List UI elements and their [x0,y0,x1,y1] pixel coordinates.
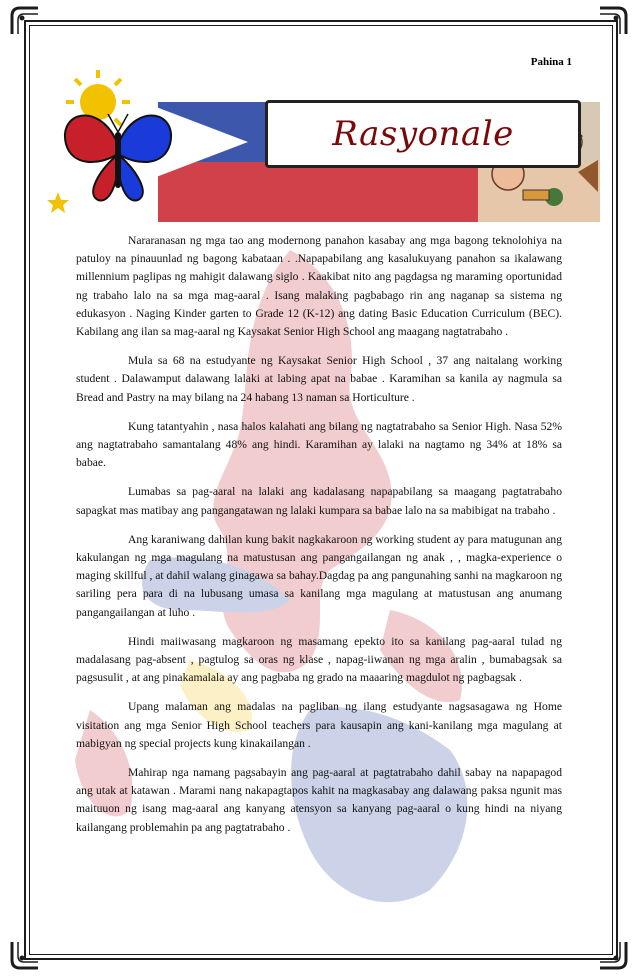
paragraph [76,418,562,473]
paragraph-text: Mahirap nga namang pagsabayin ang pag-aaral at pagtatrabaho dahil sabay na napapagod ang utak at katawan . Marami nang nakapagtapos kahit na magkasabay ang dalawang paksa ngunit mas maituuon ng isang mag-aaral ang kanyang atensyon sa kanyang pag-aaral o kung hindi na niyang kailangang problemahin pa ang pagtatrabaho . [76,766,562,834]
paragraph-text: Hindi maiiwasang magkaroon ng masamang epekto ito sa kanilang pag-aaral tulad ng madalasang pag-absent , pagtulog sa oras ng klase , napag-iiwanan ng mga aralin , bumabagsak sa pagsusulit , at ang pinakamalala ay ang pagbaba ng grado na maaaring magdulot ng pagbagsak . [76,634,562,685]
paragraph [76,764,562,837]
corner-ornament-icon [10,6,40,36]
title-box [265,100,581,168]
paragraph-text: Upang malaman ang madalas na pagliban ng ilang estudyante nagsasagawa ng Home visitation ang mga Senior High School teachers para kausapin ang kani-kanilang mga magulang at mabigyan ng special projects kung kinakailangan . [76,700,562,750]
paragraph [76,483,562,519]
body-text [76,232,562,848]
paragraph-text: Lumabas sa pag-aaral na lalaki ang kadalasang napapabilang sa maagang pagtatrabaho sapagkat mas matibay ang pangangatawan ng lalaki kumpara sa babae lalo na sa mabibigat na trabaho . [76,485,562,517]
paragraph [76,232,562,341]
corner-ornament-icon [598,940,628,970]
paragraph-text: Mula sa 68 na estudyante ng Kaysakat Senior High School , 37 ang naitalang working student . Dalawamput dalawang lalaki at labing apat na babae . Karamihan sa kanila ay nagmula sa Bread and Pastry na may bilang na 24 habang 13 naman sa Horticulture . [76,354,562,404]
paragraph-text: Kung tatantyahin , nasa halos kalahati ang bilang ng nagtatrabaho sa Senior High. Nasa 52% ang nagtatrabaho samantalang 48% ang hindi. Karamihan ay lalaki na nagtamo ng 34% at 18% sa babae. [76,419,562,470]
page-number: Pahina 1 [530,56,572,68]
paragraph-text: Ang karaniwang dahilan kung bakit nagkakaroon ng working student ay para matugunan ang kakulangan ng mga magulang na matustusan ang pangangailangan ng anak , , magka-experience o maging skillful , at dahil walang ginagawa sa bahay.Dagdag pa ang pangunahing sanhi na magkaroon ng sariling pera para di na lubusang umasa sa kanilang mga magulang at matustusan ang anumang pangangailangan at luho . [76,532,562,619]
paragraph-text: Nararanasan ng mga tao ang modernong panahon kasabay ang mga bagong teknolohiya na patuloy na pinauunlad ng bagong kabataan . .Napapabilang ang kasalukuyang panahon sa ikalawang millennium paglipas ng mahigit dalawang siglo . Kaakibat nito ang pagdagsa ng maraming oportunidad ng trabaho lalo na sa mga mag-aaral . Isang malaking pagbabago rin ang naganap sa sistema ng edukasyon . Naging Kinder garten to Grade 12 (K-12) ang dating Basic Education Curriculum (BEC). Kabilang ang ilan sa mag-aaral ng Kaysakat Senior High School ang maagang nagtatrabaho . [76,234,562,339]
page-title: Rasyonale [332,114,514,154]
paragraph [76,352,562,407]
paragraph [76,531,562,622]
corner-ornament-icon [598,6,628,36]
paragraph [76,698,562,753]
paragraph [76,633,562,688]
corner-ornament-icon [10,940,40,970]
